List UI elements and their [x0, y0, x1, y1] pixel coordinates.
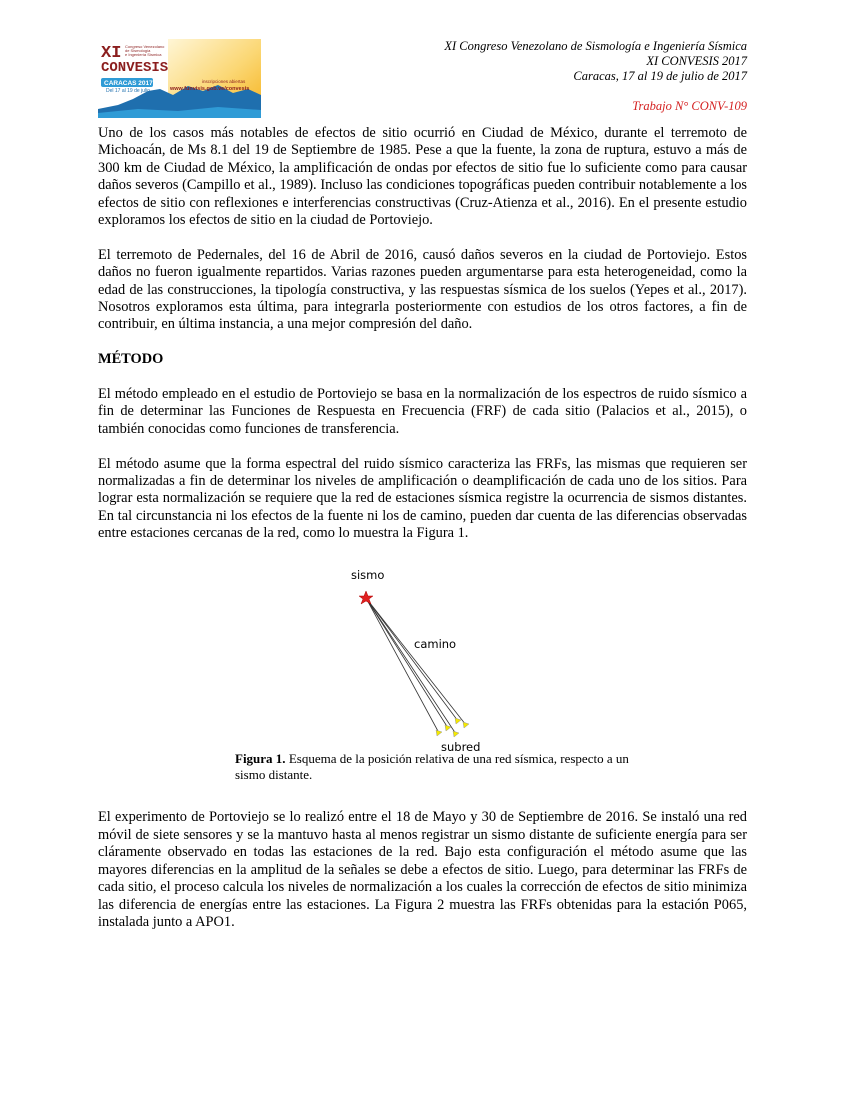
logo-dates: Del 17 al 19 de julio — [106, 88, 150, 94]
paragraph-experiment: El experimento de Portoviejo se lo realizó entre el 18 de Mayo y 30 de Septiembre de 2016. Se instaló una red móvil de siete sensores y se la mantuvo hasta al menos registrar un sismo distante de suficiente energía para ser cláramente observado en todas las estaciones de la red. Bajo esta configuración el método asume que las mayores diferencias en la amplitud de la señales se debe a efectos de sitio. Luego, para determinar las FRFs de cada sitio, el proceso calcula los niveles de normalización a los cuales la corrección de efectos de sitio minimiza las diferencia de energías entre las estaciones. La Figura 2 muestra las FRFs obtenidas para la estación P065, instalada junto a APO1. — [98, 809, 747, 930]
logo-title-xi: XI — [101, 44, 122, 63]
logo-inscriptions: inscripciones abiertas — [202, 79, 246, 84]
convesis-logo — [98, 39, 261, 118]
paragraph-method-intro: El método empleado en el estudio de Portoviejo se basa en la normalización de los espectros de ruido sísmico a fin de determinar las Funciones de Respuesta en Frecuencia (FRF) de cada sitio (Palacios et al., 2015), o también conocidas como funciones de transferencia. — [98, 386, 747, 437]
figure-1 — [98, 560, 747, 792]
logo-small-text-2: de Sismología — [125, 48, 151, 53]
logo-graphic — [98, 39, 261, 118]
logo-place: CARACAS 2017 — [104, 80, 153, 87]
epicenter-star-icon — [359, 591, 373, 604]
figure-label-subred: subred — [441, 740, 481, 754]
paragraph-mexico: Uno de los casos más notables de efectos de sitio ocurrió en Ciudad de México, durante el terremoto de Michoacán, de Ms 8.1 del 19 de Septiembre de 1985. Pese a que la fuente, la zona de ruptura, estuvo a más de 300 km de Ciudad de México, la amplificación de ondas por efectos de sitio fue lo suficiente como para causar daños severos (Campillo et al., 1989). Incluso las condiciones topográficas pueden contribuir notablemente a los efectos de sitio con reflexiones e interferencias constructivas (Cruz-Atienza et al., 2016). En el presente estudio exploramos los efectos de sitio en la ciudad de Portoviejo. — [98, 125, 747, 229]
station-triangle-icon — [436, 730, 442, 736]
ray-line — [366, 598, 458, 721]
document-body — [98, 125, 747, 949]
paragraph-pedernales: El terremoto de Pedernales, del 16 de Abril de 2016, causó daños severos en la ciudad de Portoviejo. Estos daños no fueron igualmente repartidos. Varias razones pueden argumentarse para esta heterogeneidad, como la edad de las construcciones, la tipología constructiva, y las respuestas sísmica de los suelos (Yepes et al., 2017). Nosotros exploramos esta última, para integrarla posteriormente con estudios de los otros factores, a fin de contribuir, en última instancia, a una mejor compresión del daño. — [98, 246, 747, 333]
station-triangle-icon — [455, 718, 461, 724]
header-place-date: Caracas, 17 al 19 de julio de 2017 — [573, 69, 747, 84]
ray-line — [366, 598, 456, 734]
figure-1-caption — [235, 751, 655, 782]
figure-1-diagram — [348, 568, 508, 753]
logo-small-text-1: Congreso Venezolano — [125, 44, 165, 49]
header-paper-number: Trabajo N° CONV-109 — [632, 98, 747, 113]
figure-caption-label: Figura 1. — [235, 751, 286, 767]
page-header — [367, 39, 747, 114]
station-triangle-icon — [453, 731, 459, 737]
ray-line — [366, 598, 439, 733]
section-heading-metodo: MÉTODO — [98, 351, 164, 368]
logo-title-convesis: CONVESIS — [101, 60, 169, 76]
figure-label-camino: camino — [414, 637, 457, 652]
logo-url: www.funvisis.gob.ve/convesis — [170, 86, 250, 92]
paragraph-method-assumption: El método asume que la forma espectral del ruido sísmico caracteriza las FRFs, las mismas que requieren ser normalizadas a fin de determinar los niveles de amplificación o deamplificación de cada uno de los sitios. Para lograr esta normalización se requiere que la red de estaciones sísmica registre la ocurrencia de sismos distantes. En tal circunstancia ni los efectos de la fuente ni los de camino, pueden dar cuenta de las diferencias observadas entre estaciones cercanas de la red, como lo muestra la Figura 1. — [98, 455, 747, 542]
header-congress-short: XI CONVESIS 2017 — [646, 54, 747, 69]
figure-caption-text: Esquema de la posición relativa de una red sísmica, respecto a un sismo distante. — [235, 751, 629, 782]
station-triangle-icon — [463, 722, 469, 728]
logo-small-text-3: e Ingeniería Sísmica — [125, 52, 162, 57]
ray-line — [366, 598, 448, 728]
header-congress-name: XI Congreso Venezolano de Sismología e Ingeniería Sísmica — [444, 39, 747, 53]
station-triangle-icon — [445, 725, 451, 731]
ray-line — [366, 598, 466, 725]
figure-label-sismo: sismo — [351, 568, 385, 583]
